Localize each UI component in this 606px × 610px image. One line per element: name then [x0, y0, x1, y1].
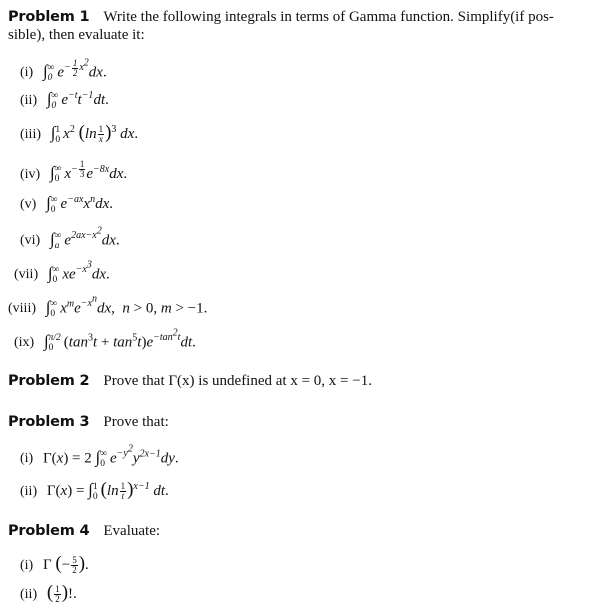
- problem2-heading: Problem 2: [8, 373, 90, 389]
- problem4-heading: Problem 4: [8, 523, 90, 539]
- problem3-item-i: (i) Γ(x) = 2 ∫ ∞ 0 $e^{-y^2}y^{2x-1}dy$.: [20, 444, 179, 469]
- problem1-item-ix: (ix) ∫ π/2 0 $(\tan^3t + \tan^5t)e^{-tan^2t}dt$.: [14, 328, 196, 353]
- problem1-instructions-cont: sible), then evaluate it:: [8, 27, 145, 43]
- problem4-item-i: (i) Γ (− $\frac{5}{2}$ ).: [20, 553, 89, 576]
- problem1-item-viii: (viii) ∫ ∞ 0 $x^me^{-x^n}dx$, n > 0, m > −1.: [8, 294, 208, 319]
- problem1-item-ii: (ii) ∫ ∞ 0 $e^{-t}t^{-1}dt$.: [20, 89, 109, 111]
- problem3-line: [8, 413, 169, 431]
- problem1-item-v: (v) ∫ ∞ 0 $e^{-ax}x^ndx$.: [20, 193, 113, 215]
- problem4-item-ii: (ii) ( $\frac{1}{2}$ )!.: [20, 582, 77, 605]
- problem2-text: Prove that Γ(x) is undefined at x = 0, x = −1.: [103, 373, 372, 389]
- problem4-line: [8, 522, 160, 540]
- problem3-item-ii: (ii) Γ(x) = ∫ 1 0 (ln $\frac{1}{t}$ )$^{x-1}$ dt.: [20, 479, 169, 502]
- problem1-item-iii: (iii) ∫ 1 0 $x^2$ (ln $\frac{1}{x}$ )$^3$ dx.: [20, 122, 139, 145]
- problem2-line: [8, 372, 372, 390]
- problem3-text: Prove that:: [103, 414, 169, 430]
- problem1-item-i: (i) ∫ ∞ 0 $e^{- \frac{1}{2} x^2}dx$.: [20, 57, 107, 83]
- problem1-header-line: [8, 8, 554, 26]
- problem4-text: Evaluate:: [103, 523, 161, 539]
- problem1-item-vii: (vii) ∫ ∞ 0 $xe^{-x^3}dx$.: [14, 260, 110, 285]
- problem1-heading: Problem 1: [8, 9, 90, 25]
- problem1-instructions: Write the following integrals in terms of Gamma function. Simplify(if pos-: [103, 9, 554, 25]
- problem3-heading: Problem 3: [8, 414, 90, 430]
- problem1-item-vi: (vi) ∫ ∞ a $e^{2ax-x^2}dx$.: [20, 226, 120, 251]
- problem1-item-iv: (iv) ∫ ∞ 0 $x^{- \frac{1}{3}}$ $e^{-8x}dx$.: [20, 159, 128, 185]
